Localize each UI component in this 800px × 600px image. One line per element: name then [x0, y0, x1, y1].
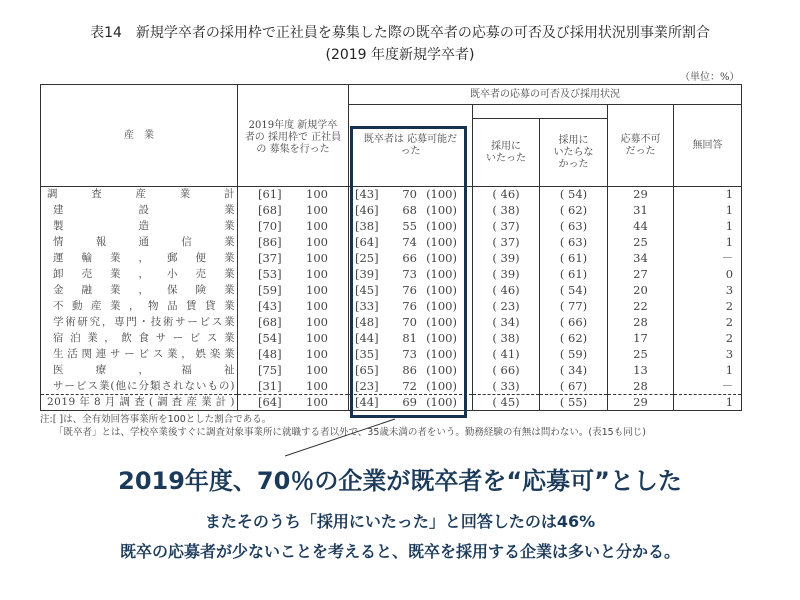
recruited-bracket: [43] — [258, 299, 282, 313]
possible-value: 74 — [402, 235, 417, 249]
possible-bracket: [33] — [355, 299, 379, 313]
not-possible-cell: 28 — [608, 379, 674, 395]
not-hired-cell: ( 67) — [540, 379, 608, 395]
industry-cell: 生活関連サービス業，娯楽業 — [41, 347, 238, 363]
not-possible-cell: 20 — [608, 283, 674, 299]
possible-value: 55 — [402, 219, 417, 233]
industry-cell: 宿泊業，飲食サービス業 — [41, 331, 238, 347]
possible-base: (100) — [426, 187, 457, 202]
possible-base: (100) — [426, 299, 457, 313]
note-1: 注:[ ]は、全有効回答事業所を100とした割合である。 — [40, 414, 272, 425]
possible-value: 73 — [402, 347, 417, 361]
industry-cell: サービス業(他に分類されないもの) — [41, 379, 238, 395]
possible-base: (100) — [426, 283, 457, 297]
hired-cell: ( 37) — [473, 235, 540, 251]
recruited-bracket: [59] — [258, 283, 282, 297]
unit-label: （単位：%） — [680, 72, 740, 83]
hired-cell: ( 46) — [473, 283, 540, 299]
possible-bracket: [43] — [355, 187, 379, 202]
header-no-answer: 無回答 — [674, 105, 742, 187]
possible-base: (100) — [426, 251, 457, 265]
possible-bracket: [44] — [355, 395, 379, 409]
header-recruited: 2019年度 新規学卒者の 採用枠で 正社員の 募集を行った — [238, 85, 349, 187]
recruited-bracket: [70] — [258, 219, 282, 233]
no-answer-cell: 1 — [674, 395, 742, 411]
hired-cell: ( 45) — [473, 395, 540, 411]
recruited-value: 100 — [306, 363, 328, 377]
possible-value: 66 — [402, 251, 417, 265]
no-answer-cell: 2 — [674, 331, 742, 347]
header-industry: 産 業 — [41, 85, 238, 187]
recruited-bracket: [54] — [258, 331, 282, 345]
header-possible: 既卒者は 応募可能だった — [349, 105, 473, 187]
industry-cell: 医療，福祉 — [41, 363, 238, 379]
possible-base: (100) — [426, 378, 457, 393]
hired-cell: ( 34) — [473, 315, 540, 331]
possible-value: 76 — [402, 283, 417, 297]
possible-value: 86 — [402, 363, 417, 377]
no-answer-cell: 2 — [674, 315, 742, 331]
summary-line-2: またそのうち「採用にいたった」と回答したのは46% — [204, 512, 596, 531]
not-hired-cell: ( 34) — [540, 363, 608, 379]
not-possible-cell: 34 — [608, 251, 674, 267]
hired-cell: ( 66) — [473, 363, 540, 379]
possible-bracket: [25] — [355, 251, 379, 265]
recruited-bracket: [31] — [258, 378, 282, 393]
recruited-bracket: [48] — [258, 347, 282, 361]
recruited-value: 100 — [306, 251, 328, 265]
not-possible-cell: 17 — [608, 331, 674, 347]
possible-base: (100) — [426, 235, 457, 249]
not-hired-cell: ( 62) — [540, 203, 608, 219]
hired-cell: ( 39) — [473, 267, 540, 283]
recruited-value: 100 — [306, 235, 328, 249]
possible-value: 69 — [402, 395, 417, 409]
industry-cell: 情報通信業 — [41, 235, 238, 251]
not-hired-cell: ( 55) — [540, 395, 608, 411]
not-possible-cell: 13 — [608, 363, 674, 379]
recruited-value: 100 — [306, 219, 328, 233]
possible-bracket: [35] — [355, 347, 379, 361]
header-status-group: 既卒者の応募の可否及び採用状況 — [349, 85, 742, 105]
no-answer-cell: 1 — [674, 187, 742, 203]
recruited-value: 100 — [306, 395, 328, 409]
possible-base: (100) — [426, 395, 457, 409]
not-hired-cell: ( 54) — [540, 187, 608, 203]
not-hired-cell: ( 54) — [540, 283, 608, 299]
no-answer-cell: － — [674, 379, 742, 395]
header-not-hired: 採用に いたらな かった — [540, 119, 608, 187]
not-hired-cell: ( 77) — [540, 299, 608, 315]
title-line-1: 表14 新規学卒者の採用枠で正社員を募集した際の既卒者の応募の可否及び採用状況別事業所割合 — [90, 25, 710, 41]
possible-value: 70 — [402, 187, 417, 202]
industry-cell: 建設業 — [41, 203, 238, 219]
note-2: 「既卒者」とは、学校卒業後すぐに調査対象事業所に就職する者以外で、35歳未満の者をいう。勤務経験の有無は問わない。(表15も同じ) — [54, 427, 646, 438]
not-possible-cell: 31 — [608, 203, 674, 219]
not-hired-cell: ( 66) — [540, 315, 608, 331]
possible-value: 76 — [402, 299, 417, 313]
possible-bracket: [45] — [355, 283, 379, 297]
recruited-bracket: [53] — [258, 267, 282, 281]
possible-value: 81 — [402, 331, 417, 345]
hired-cell: ( 37) — [473, 219, 540, 235]
recruited-value: 100 — [306, 203, 328, 217]
recruited-value: 100 — [306, 283, 328, 297]
recruited-bracket: [75] — [258, 363, 282, 377]
not-possible-cell: 44 — [608, 219, 674, 235]
no-answer-cell: 1 — [674, 235, 742, 251]
industry-cell: 運輸業，郵便業 — [41, 251, 238, 267]
not-possible-cell: 28 — [608, 315, 674, 331]
recruited-bracket: [64] — [258, 395, 282, 409]
recruited-bracket: [68] — [258, 203, 282, 217]
not-possible-cell: 25 — [608, 347, 674, 363]
possible-value: 73 — [402, 267, 417, 281]
recruited-value: 100 — [306, 315, 328, 329]
no-answer-cell: － — [674, 251, 742, 267]
possible-bracket: [39] — [355, 267, 379, 281]
not-hired-cell: ( 63) — [540, 235, 608, 251]
no-answer-cell: 2 — [674, 299, 742, 315]
possible-bracket: [64] — [355, 235, 379, 249]
header-not-possible: 応募不可 だった — [608, 105, 674, 187]
possible-bracket: [65] — [355, 363, 379, 377]
possible-bracket: [38] — [355, 219, 379, 233]
possible-base: (100) — [426, 203, 457, 217]
industry-cell: 学術研究，専門・技術サービス業 — [41, 315, 238, 331]
industry-cell: 金融業，保険業 — [41, 283, 238, 299]
possible-bracket: [46] — [355, 203, 379, 217]
recruited-bracket: [61] — [258, 187, 282, 202]
industry-cell: 不動産業，物品賃貸業 — [41, 299, 238, 315]
hired-cell: ( 38) — [473, 331, 540, 347]
possible-value: 68 — [402, 203, 417, 217]
recruited-value: 100 — [306, 378, 328, 393]
hired-cell: ( 23) — [473, 299, 540, 315]
no-answer-cell: 1 — [674, 363, 742, 379]
industry-cell: 卸売業，小売業 — [41, 267, 238, 283]
not-hired-cell: ( 62) — [540, 331, 608, 347]
no-answer-cell: 3 — [674, 283, 742, 299]
not-possible-cell: 29 — [608, 395, 674, 411]
possible-base: (100) — [426, 331, 457, 345]
no-answer-cell: 3 — [674, 347, 742, 363]
recruited-bracket: [86] — [258, 235, 282, 249]
possible-bracket: [23] — [355, 378, 379, 393]
recruited-value: 100 — [306, 347, 328, 361]
recruited-value: 100 — [306, 187, 328, 202]
industry-cell: 調査産業計 — [41, 187, 238, 203]
industry-cell: 製造業 — [41, 219, 238, 235]
recruited-bracket: [68] — [258, 315, 282, 329]
not-possible-cell: 27 — [608, 267, 674, 283]
hired-cell: ( 38) — [473, 203, 540, 219]
hired-cell: ( 41) — [473, 347, 540, 363]
possible-base: (100) — [426, 347, 457, 361]
possible-base: (100) — [426, 267, 457, 281]
not-possible-cell: 22 — [608, 299, 674, 315]
hired-cell: ( 33) — [473, 379, 540, 395]
no-answer-cell: 0 — [674, 267, 742, 283]
title-line-2: (2019 年度新規学卒者) — [325, 47, 475, 63]
no-answer-cell: 1 — [674, 219, 742, 235]
recruited-value: 100 — [306, 331, 328, 345]
possible-bracket: [48] — [355, 315, 379, 329]
not-hired-cell: ( 61) — [540, 267, 608, 283]
hired-cell: ( 46) — [473, 187, 540, 203]
not-possible-cell: 29 — [608, 187, 674, 203]
recruited-value: 100 — [306, 299, 328, 313]
possible-base: (100) — [426, 315, 457, 329]
recruited-value: 100 — [306, 267, 328, 281]
recruited-bracket: [37] — [258, 251, 282, 265]
not-hired-cell: ( 61) — [540, 251, 608, 267]
no-answer-cell: 1 — [674, 203, 742, 219]
not-hired-cell: ( 63) — [540, 219, 608, 235]
possible-bracket: [44] — [355, 331, 379, 345]
industry-cell: 2019年8月調査(調査産業計) — [41, 395, 238, 411]
hired-cell: ( 39) — [473, 251, 540, 267]
not-possible-cell: 25 — [608, 235, 674, 251]
possible-base: (100) — [426, 363, 457, 377]
possible-base: (100) — [426, 219, 457, 233]
summary-headline: 2019年度、70％の企業が既卒者を“応募可”とした — [118, 467, 682, 495]
not-hired-cell: ( 59) — [540, 347, 608, 363]
possible-value: 72 — [402, 378, 417, 393]
summary-line-3: 既卒の応募者が少ないことを考えると、既卒を採用する企業は多いと分かる。 — [119, 542, 680, 561]
possible-value: 70 — [402, 315, 417, 329]
header-hired: 採用に いたった — [473, 119, 540, 187]
